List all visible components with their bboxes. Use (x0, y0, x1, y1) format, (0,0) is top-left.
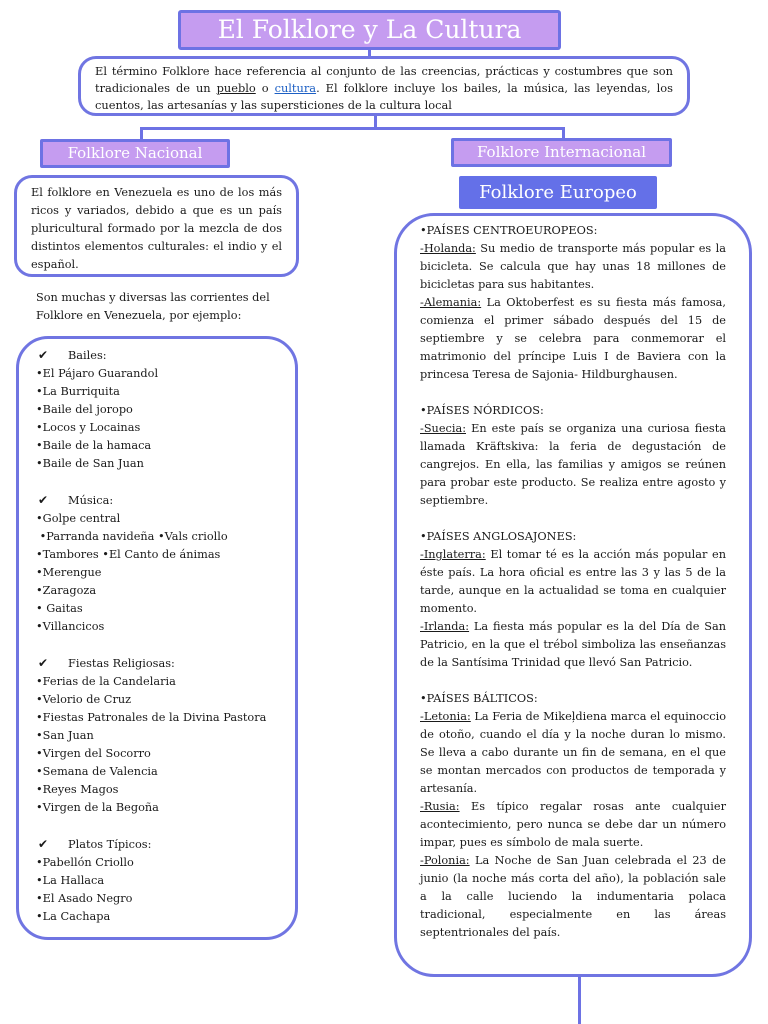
country-description: Es típico regalar rosas ante cualquier acontecimiento, pero nunca se debe dar un número impar, pues es símbolo de mala suerte. (420, 800, 726, 849)
list-item: •La Hallaca (36, 874, 105, 887)
check-icon: ✔ (38, 837, 49, 851)
venezuela-list (36, 346, 286, 926)
folklore-europeo-label: Folklore Europeo (459, 176, 657, 209)
list-item: •Parranda navideña •Vals criollo (36, 530, 228, 543)
list-item: •Villancicos (36, 620, 105, 633)
country-description: La Oktoberfest es su fiesta más famosa, comienza el primer sábado después del 15 de septiembre y se celebra para conmemorar el matrimonio del príncipe Luis I de Baviera con la princesa Teresa de Sajonia- Hildburghausen. (420, 296, 726, 381)
country-description: La Noche de San Juan celebrada el 23 de junio (la noche más corta del año), la población sale a la calle luciendo la indumentaria polaca tradicional, especialmente en las áreas septentrionales del país. (420, 854, 726, 939)
country-description: El tomar té es la acción más popular en éste país. La hora oficial es entre las 3 y las 5 de la tarde, aunque en la actualidad se toma en cualquier momento. (420, 548, 726, 615)
list-item: •Baile de la hamaca (36, 439, 152, 452)
pueblo-link[interactable]: pueblo (216, 81, 256, 95)
list-item: •Semana de Valencia (36, 765, 158, 778)
folklore-nacional-label: Folklore Nacional (40, 139, 230, 168)
country-entry (420, 420, 726, 510)
check-icon: ✔ (38, 493, 49, 507)
country-description: En este país se organiza una curiosa fiesta llamada Kräftskiva: la feria de degustación de cangrejos. En ella, las familias y amigos se reúnen para probar este producto. Se realiza entre agosto y septiembre. (420, 422, 726, 507)
list-item: •El Pájaro Guarandol (36, 367, 159, 380)
venezuela-description: El folklore en Venezuela es uno de los más ricos y variados, debido a que es un país pluricultural formado por la mezcla de dos distintos elementos culturales: el indio y el español. (31, 186, 282, 271)
list-item: • Gaitas (36, 602, 83, 615)
country-entry (420, 294, 726, 384)
list-item: •Reyes Magos (36, 783, 119, 796)
list-item: •Pabellón Criollo (36, 856, 134, 869)
list-item: •Ferias de la Candelaria (36, 675, 176, 688)
category-heading (36, 835, 286, 854)
category-heading (36, 346, 286, 365)
country-description: Su medio de transporte más popular es la bicicleta. Se calcula que hay unas 18 millones de bicicletas para sus habitantes. (420, 242, 726, 291)
list-item: •Baile de San Juan (36, 457, 144, 470)
list-item: •Velorio de Cruz (36, 693, 132, 706)
region-heading: •PAÍSES CENTROEUROPEOS: (420, 224, 598, 237)
list-item: •Golpe central (36, 512, 121, 525)
country-name: -Rusia: (420, 800, 460, 813)
category-heading (36, 491, 286, 510)
intro-text-middle: o (255, 81, 275, 95)
category-title: Música: (68, 494, 114, 507)
list-item: •La Burriquita (36, 385, 120, 398)
country-entry (420, 852, 726, 942)
list-item: •El Asado Negro (36, 892, 133, 905)
list-item: •San Juan (36, 729, 94, 742)
europe-content (420, 222, 726, 942)
connector-europe-bottom (578, 977, 581, 1024)
country-name: -Holanda: (420, 242, 476, 255)
folklore-internacional-label: Folklore Internacional (451, 138, 672, 167)
spacer (36, 473, 286, 491)
region-heading: •PAÍSES ANGLOSAJONES: (420, 530, 577, 543)
list-item: •Tambores •El Canto de ánimas (36, 548, 221, 561)
spacer (420, 672, 726, 690)
connector-horizontal (140, 127, 564, 130)
page-title: El Folklore y La Cultura (178, 10, 561, 50)
category-title: Bailes: (68, 349, 107, 362)
spacer (420, 510, 726, 528)
intro-text-start: El término Folklore hace referencia al conjunto de las creencias, prácticas y costumbres que son tradicionales de un (95, 64, 673, 95)
list-item: •Virgen del Socorro (36, 747, 151, 760)
list-item: •La Cachapa (36, 910, 111, 923)
list-item: •Baile del joropo (36, 403, 133, 416)
check-icon: ✔ (38, 656, 49, 670)
spacer (36, 817, 286, 835)
list-item: •Virgen de la Begoña (36, 801, 159, 814)
country-name: -Letonia: (420, 710, 471, 723)
country-name: -Suecia: (420, 422, 466, 435)
list-intro-text: Son muchas y diversas las corrientes del Folklore en Venezuela, por ejemplo: (36, 291, 270, 322)
list-item: •Zaragoza (36, 584, 97, 597)
category-heading (36, 654, 286, 673)
country-entry (420, 618, 726, 672)
country-name: -Inglaterra: (420, 548, 486, 561)
spacer (36, 636, 286, 654)
venezuela-description-box (14, 175, 299, 277)
country-name: -Irlanda: (420, 620, 470, 633)
country-description: La fiesta más popular es la del Día de San Patricio, en la que el trébol simboliza las enseñanzas de la Santísima Trinidad que llevó San Patricio. (420, 620, 726, 669)
country-name: -Alemania: (420, 296, 482, 309)
list-item: •Locos y Locainas (36, 421, 141, 434)
list-item: •Fiestas Patronales de la Divina Pastora (36, 711, 267, 724)
country-entry (420, 798, 726, 852)
region-heading: •PAÍSES NÓRDICOS: (420, 404, 544, 417)
check-icon: ✔ (38, 348, 49, 362)
intro-box (78, 56, 690, 116)
cultura-link[interactable]: cultura (274, 81, 317, 95)
country-entry (420, 240, 726, 294)
country-entry (420, 546, 726, 618)
intro-text-end: . El folklore incluye los bailes, la música, las leyendas, los cuentos, las artesanías y las supersticiones de la cultura local (95, 81, 673, 112)
region-heading: •PAÍSES BÁLTICOS: (420, 692, 538, 705)
category-title: Platos Típicos: (68, 838, 152, 851)
category-title: Fiestas Religiosas: (68, 657, 175, 670)
country-name: -Polonia: (420, 854, 470, 867)
country-description: La Feria de Mikeļdiena marca el equinoccio de otoño, cuando el día y la noche duran lo mismo. Se lleva a cabo durante un fin de semana, en el que se montan mercados con productos de temporada y artesanía. (420, 710, 726, 795)
spacer (420, 384, 726, 402)
country-entry (420, 708, 726, 798)
list-item: •Merengue (36, 566, 102, 579)
